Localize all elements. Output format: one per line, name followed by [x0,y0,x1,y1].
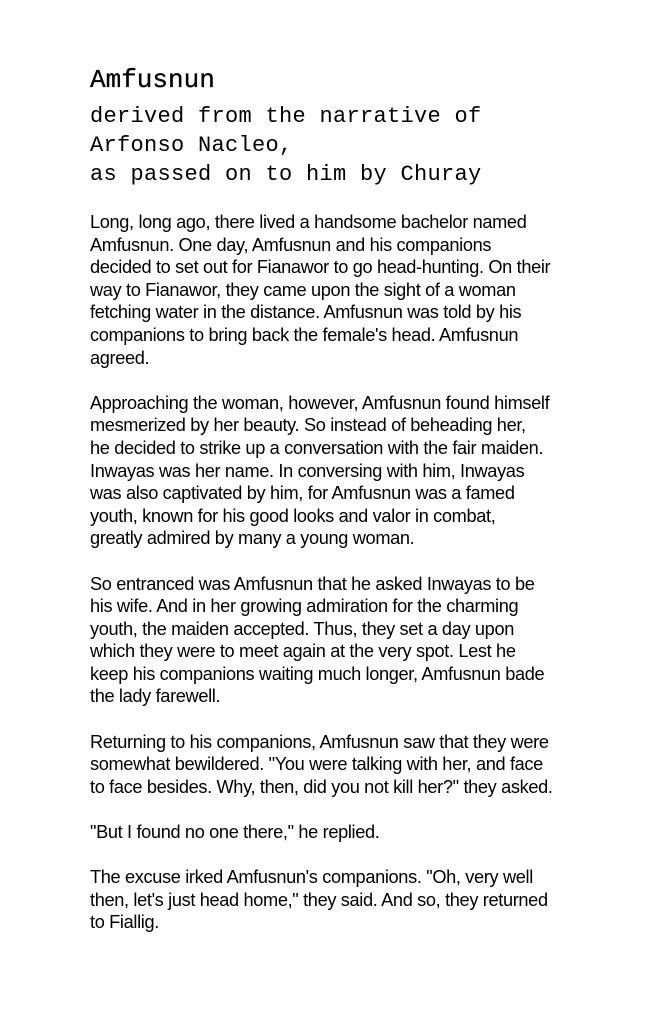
paragraph [90,392,630,550]
paragraph [90,821,630,844]
text-line: youth, the maiden accepted. Thus, they set a day upon [90,618,514,639]
text-line: the lady farewell. [90,686,221,707]
text-line: So entranced was Amfusnun that he asked Inwayas to be [90,573,535,594]
text-line: Returning to his companions, Amfusnun saw that they were [90,731,549,752]
text-line: keep his companions waiting much longer, Amfusnun bade [90,663,545,684]
text-line: mesmerized by her beauty. So instead of beheading her, [90,415,526,436]
text-line: was also captivated by him, for Amfusnun was a famed [90,483,515,504]
text-line: he decided to strike up a conversation with the fair maiden. [90,437,544,458]
text-line: way to Fianawor, they came upon the sight of a woman [90,279,516,300]
page-title: Amfusnun [90,65,215,95]
text-line: which they were to meet again at the very spot. Lest he [90,641,516,662]
subtitle [90,102,630,189]
text-line: "But I found no one there," he replied. [90,822,380,843]
text-line: Inwayas was her name. In conversing with him, Inwayas [90,460,525,481]
paragraph [90,731,630,799]
text-line: Long, long ago, there lived a handsome bachelor named [90,212,527,232]
document-page [90,64,630,957]
subtitle-line: Arfonso Nacleo, [90,133,293,158]
text-line: agreed. [90,347,150,368]
text-line: Amfusnun. One day, Amfusnun and his companions [90,234,492,255]
text-line: then, let's just head home," they said. And so, they returned [90,889,548,910]
subtitle-line: as passed on to him by Churay [90,162,482,187]
text-line: his wife. And in her growing admiration for the charming [90,596,519,617]
text-line: somewhat bewildered. "You were talking with her, and face [90,754,543,775]
text-line: youth, known for his good looks and valor in combat, [90,505,496,526]
subtitle-line: derived from the narrative of [90,104,482,129]
paragraph [90,866,630,934]
text-line: greatly admired by many a young woman. [90,528,415,549]
text-line: fetching water in the distance. Amfusnun was told by his [90,302,522,323]
text-line: decided to set out for Fianawor to go head-hunting. On their [90,257,551,278]
paragraph [90,573,630,709]
text-line: Approaching the woman, however, Amfusnun found himself [90,392,550,413]
story-body [90,211,630,934]
text-line: The excuse irked Amfusnun's companions. "Oh, very well [90,867,533,888]
paragraph [90,211,630,369]
text-line: to Fiallig. [90,912,159,933]
text-line: companions to bring back the female's head. Amfusnun [90,324,519,345]
text-line: to face besides. Why, then, did you not kill her?" they asked. [90,776,553,797]
